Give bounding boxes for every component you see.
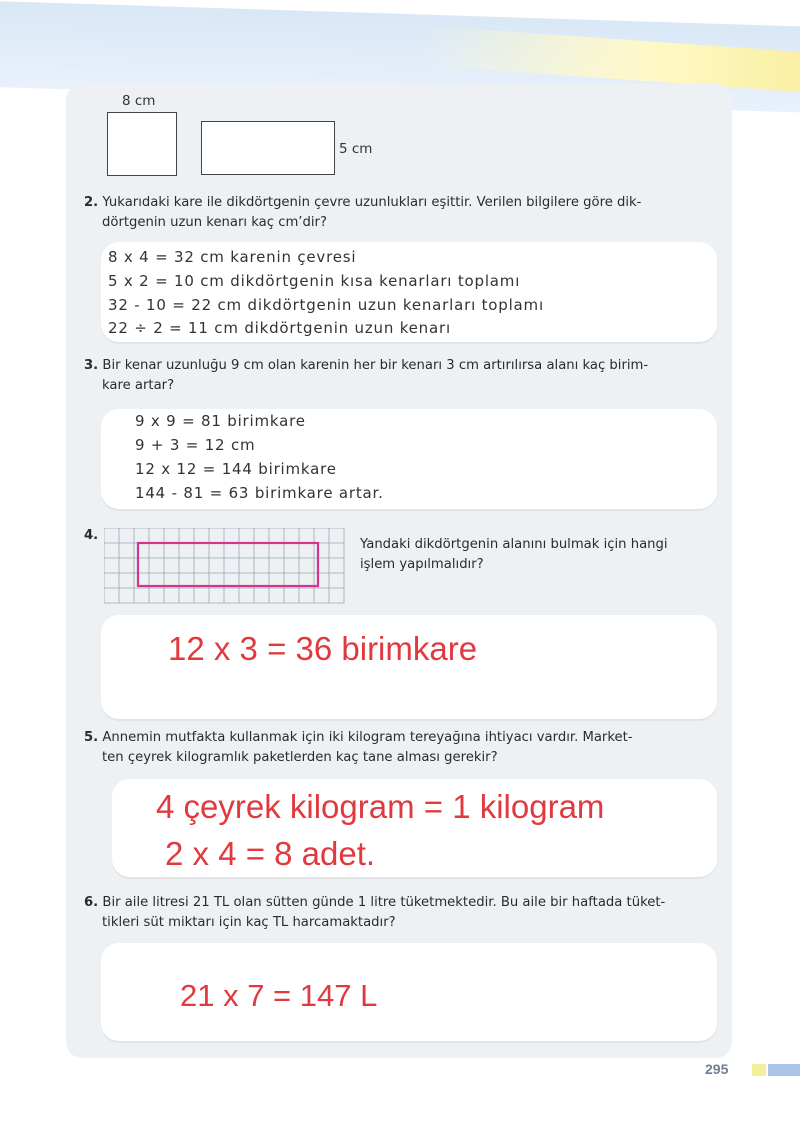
question-4-text-line2: işlem yapılmalıdır? xyxy=(360,557,484,572)
q6-answer: 21 x 7 = 147 L xyxy=(180,978,378,1013)
grid-lines xyxy=(104,528,344,603)
q5-answer-line-1: 4 çeyrek kilogram = 1 kilogram xyxy=(156,788,605,825)
question-5-text-line1: Annemin mutfakta kullanmak için iki kilogram tereyağına ihtiyacı vardır. Market- xyxy=(102,730,633,745)
question-2-number: 2. xyxy=(84,195,99,210)
question-3-text-line1: Bir kenar uzunluğu 9 cm olan karenin her bir kenarı 3 cm artırılırsa alanı kaç birim- xyxy=(102,358,649,373)
rectangle-shape xyxy=(201,121,335,175)
question-4-text-line1: Yandaki dikdörtgenin alanını bulmak için hangi xyxy=(360,537,668,552)
question-3-text-line2: kare artar? xyxy=(102,378,175,393)
question-2-text-line2: dörtgenin uzun kenarı kaç cm’dir? xyxy=(102,215,327,230)
q3-answer-line-2: 9 + 3 = 12 cm xyxy=(135,436,256,454)
question-3 xyxy=(84,356,724,396)
question-5 xyxy=(84,728,724,768)
q4-answer: 12 x 3 = 36 birimkare xyxy=(168,630,478,667)
question-6-text-line1: Bir aile litresi 21 TL olan sütten günde 1 litre tüketmektedir. Bu aile bir haftada tüket- xyxy=(102,895,666,910)
page-number: 295 xyxy=(705,1061,729,1077)
q3-answer-line-3: 12 x 12 = 144 birimkare xyxy=(135,460,337,478)
q5-answer-line-2: 2 x 4 = 8 adet. xyxy=(165,835,376,872)
q2-answer-line-2: 5 x 2 = 10 cm dikdörtgenin kısa kenarları toplamı xyxy=(108,272,521,290)
page-bar-blue xyxy=(768,1064,800,1076)
q3-answer-line-1: 9 x 9 = 81 birimkare xyxy=(135,412,306,430)
question-5-number: 5. xyxy=(84,730,99,745)
question-4 xyxy=(360,535,730,575)
square-shape xyxy=(107,112,177,176)
q2-answer-line-3: 32 - 10 = 22 cm dikdörtgenin uzun kenarları toplamı xyxy=(108,296,544,314)
question-6-text-line2: tikleri süt miktarı için kaç TL harcamaktadır? xyxy=(102,915,396,930)
page-bar-yellow xyxy=(752,1064,766,1076)
square-side-label: 8 cm xyxy=(122,93,156,109)
question-2 xyxy=(84,193,724,233)
question-6-number: 6. xyxy=(84,895,99,910)
q2-answer-line-1: 8 x 4 = 32 cm karenin çevresi xyxy=(108,248,357,266)
question-4-number: 4. xyxy=(84,528,99,543)
question-6 xyxy=(84,893,724,933)
rectangle-side-label: 5 cm xyxy=(339,141,373,157)
question-3-number: 3. xyxy=(84,358,99,373)
highlighted-rectangle xyxy=(138,543,318,586)
q3-answer-line-4: 144 - 81 = 63 birimkare artar. xyxy=(135,484,384,502)
question-2-text-line1: Yukarıdaki kare ile dikdörtgenin çevre uzunlukları eşittir. Verilen bilgilere göre dik- xyxy=(102,195,642,210)
grid-figure xyxy=(104,528,350,606)
question-5-text-line2: ten çeyrek kilogramlık paketlerden kaç tane alması gerekir? xyxy=(102,750,498,765)
q2-answer-line-4: 22 ÷ 2 = 11 cm dikdörtgenin uzun kenarı xyxy=(108,319,451,337)
